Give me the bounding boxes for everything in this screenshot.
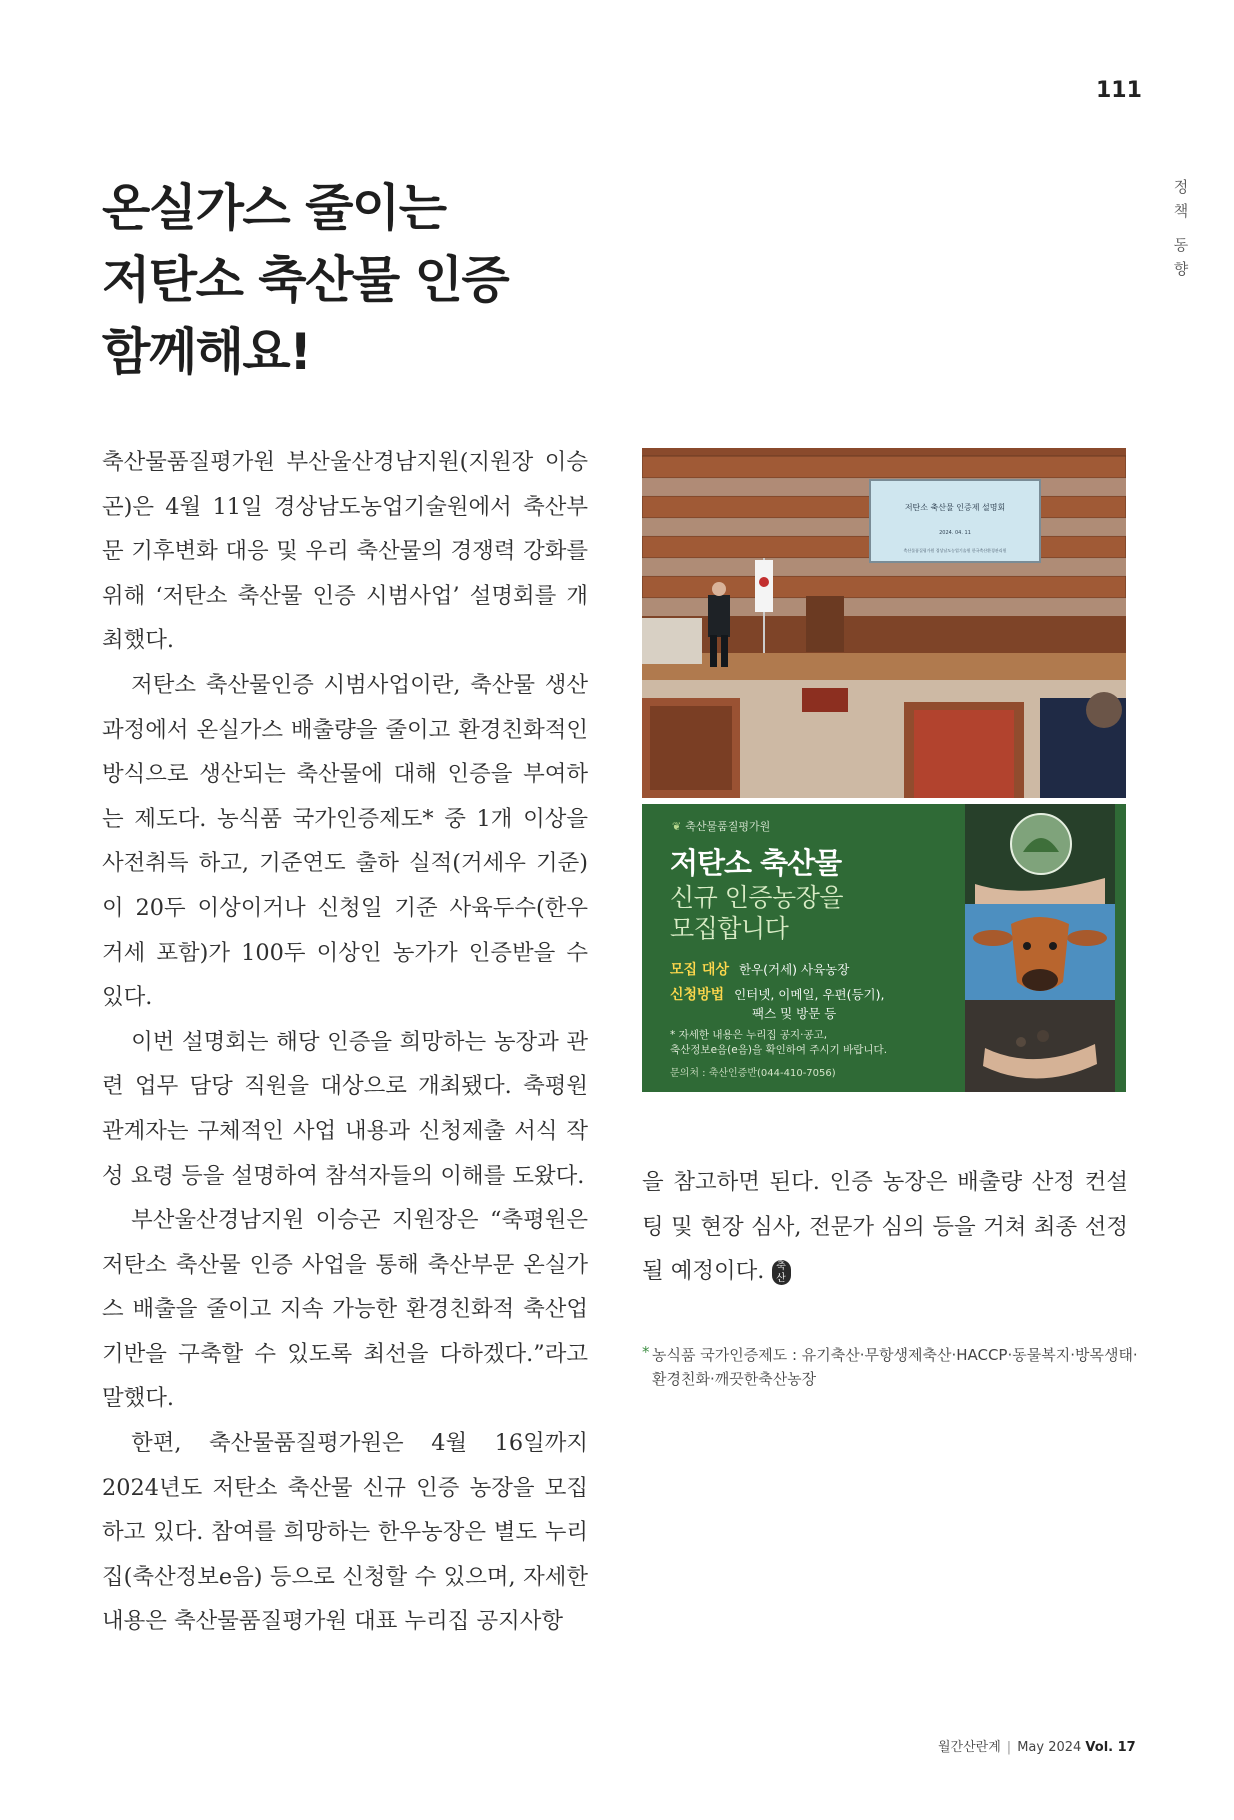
section-tag-gap [1170,223,1192,233]
page-footer [938,1736,1136,1755]
soil-hands-illustration [965,1000,1115,1092]
headline-line: 함께해요! [102,323,311,381]
poster-title: 저탄소 축산물 [670,846,842,880]
poster-subtitle-line: 모집합니다 [670,914,789,943]
screen-title: 저탄소 축산물 인증제 설명회 [904,503,1006,512]
footer-separator: | [1006,1740,1012,1755]
footer-magazine: 월간산란계 [938,1740,1001,1755]
poster-target-row [670,959,849,979]
globe-in-hand-illustration [965,804,1115,904]
headline-line: 온실가스 줄이는 [102,179,446,237]
screen-date: 2024. 04. 11 [939,530,971,536]
poster-subtitle-line: 신규 인증농장을 [670,883,843,912]
page-number: 111 [1096,78,1142,103]
seminar-photo-illustration [642,448,1126,798]
footnote [642,1343,1142,1391]
poster-org [672,818,770,834]
poster-subtitle [670,882,843,944]
poster-note-line: * 자세한 내용은 누리집 공지·공고, [670,1029,828,1041]
footer-issue: May 2024 [1017,1740,1082,1755]
section-tag-char: 정 [1173,178,1189,196]
footnote-star-icon: * [642,1343,650,1361]
recruitment-poster [642,804,1126,1092]
article-body-left [102,440,588,1644]
end-mark-icon: 축 산 [772,1260,791,1285]
body-paragraph: 부산울산경남지원 이승곤 지원장은 “축평원은 저탄소 축산물 인증 사업을 통해 축산부문 온실가스 배출을 줄이고 지속 가능한 환경친화적 축산업 기반을 구축할 수 있도록 최선을 다하겠다.”라고 말했다. [102,1207,588,1412]
footer-volume: Vol. 17 [1085,1740,1136,1755]
poster-note-line: 축산정보e음(e음)을 확인하여 주시기 바랍니다. [670,1044,888,1056]
headline-line: 저탄소 축산물 인증 [102,251,509,309]
body-paragraph: 축산물품질평가원 부산울산경남지원(지원장 이승곤)은 4월 11일 경상남도농업기술원에서 축산부문 기후변화 대응 및 우리 축산물의 경쟁력 강화를 위해 ‘저탄소 축산물 인증 시범사업’ 설명회를 개최했다. [102,449,588,654]
poster-org-name: 축산물품질평가원 [685,820,771,833]
section-tag-char: 동 [1173,236,1189,254]
body-paragraph-text: 을 참고하면 된다. 인증 농장은 배출량 산정 컨설팅 및 현장 심사, 전문가 심의 등을 거쳐 최종 선정될 예정이다. [642,1169,1128,1285]
section-tag [1170,175,1192,281]
poster-method-row-2: 팩스 및 방문 등 [752,1006,837,1021]
section-tag-char: 책 [1173,202,1189,220]
article-headline [102,172,508,388]
seminar-photo [642,448,1126,798]
poster-contact: 문의처 : 축산인증반(044-410-7056) [670,1068,836,1079]
body-paragraph: 이번 설명회는 해당 인증을 희망하는 농장과 관련 업무 담당 직원을 대상으로 개최됐다. 축평원 관계자는 구체적인 사업 내용과 신청제출 서식 작성 요령 등을 설명하여 참석자들의 이해를 도왔다. [102,1028,588,1189]
poster-method-row [670,984,884,1004]
leaf-icon: ❦ [672,820,682,833]
footnote-text: 농식품 국가인증제도 : 유기축산·무항생제축산·HACCP·동물복지·방목생태·환경친화·깨끗한축산농장 [652,1346,1138,1388]
body-paragraph [642,1160,1128,1294]
poster-target-label: 모집 대상 [670,962,729,978]
screen-logos: 축산물품질평가원 경상남도농업기술원 한국축산환경관리원 [903,548,1007,553]
body-paragraph: 저탄소 축산물인증 시범사업이란, 축산물 생산 과정에서 온실가스 배출량을 줄이고 환경친화적인 방식으로 생산되는 축산물에 대해 인증을 부여하는 제도다. 농식품 국가인증제도* 중 1개 이상을 사전취득 하고, 기준연도 출하 실적(거세우 기준)이 20두 이상이거나 신청일 기준 사육두수(한우 거세 포함)가 100두 이상인 농가가 인증받을 수 있다. [102,671,588,1011]
body-paragraph: 한편, 축산물품질평가원은 4월 16일까지 2024년도 저탄소 축산물 신규 인증 농장을 모집하고 있다. 참여를 희망하는 한우농장은 별도 누리집(축산정보e음) 등으로 신청할 수 있으며, 자세한 내용은 축산물품질평가원 대표 누리집 공지사항 [102,1430,588,1635]
poster-method-value: 인터넷, 이메일, 우편(등기), [734,987,885,1002]
cow-illustration [965,904,1115,1000]
poster-method-label: 신청방법 [670,987,725,1003]
article-body-right [642,1160,1128,1294]
poster-target-value: 한우(거세) 사육농장 [738,962,850,977]
poster-note [670,1028,887,1058]
section-tag-char: 향 [1173,260,1189,278]
